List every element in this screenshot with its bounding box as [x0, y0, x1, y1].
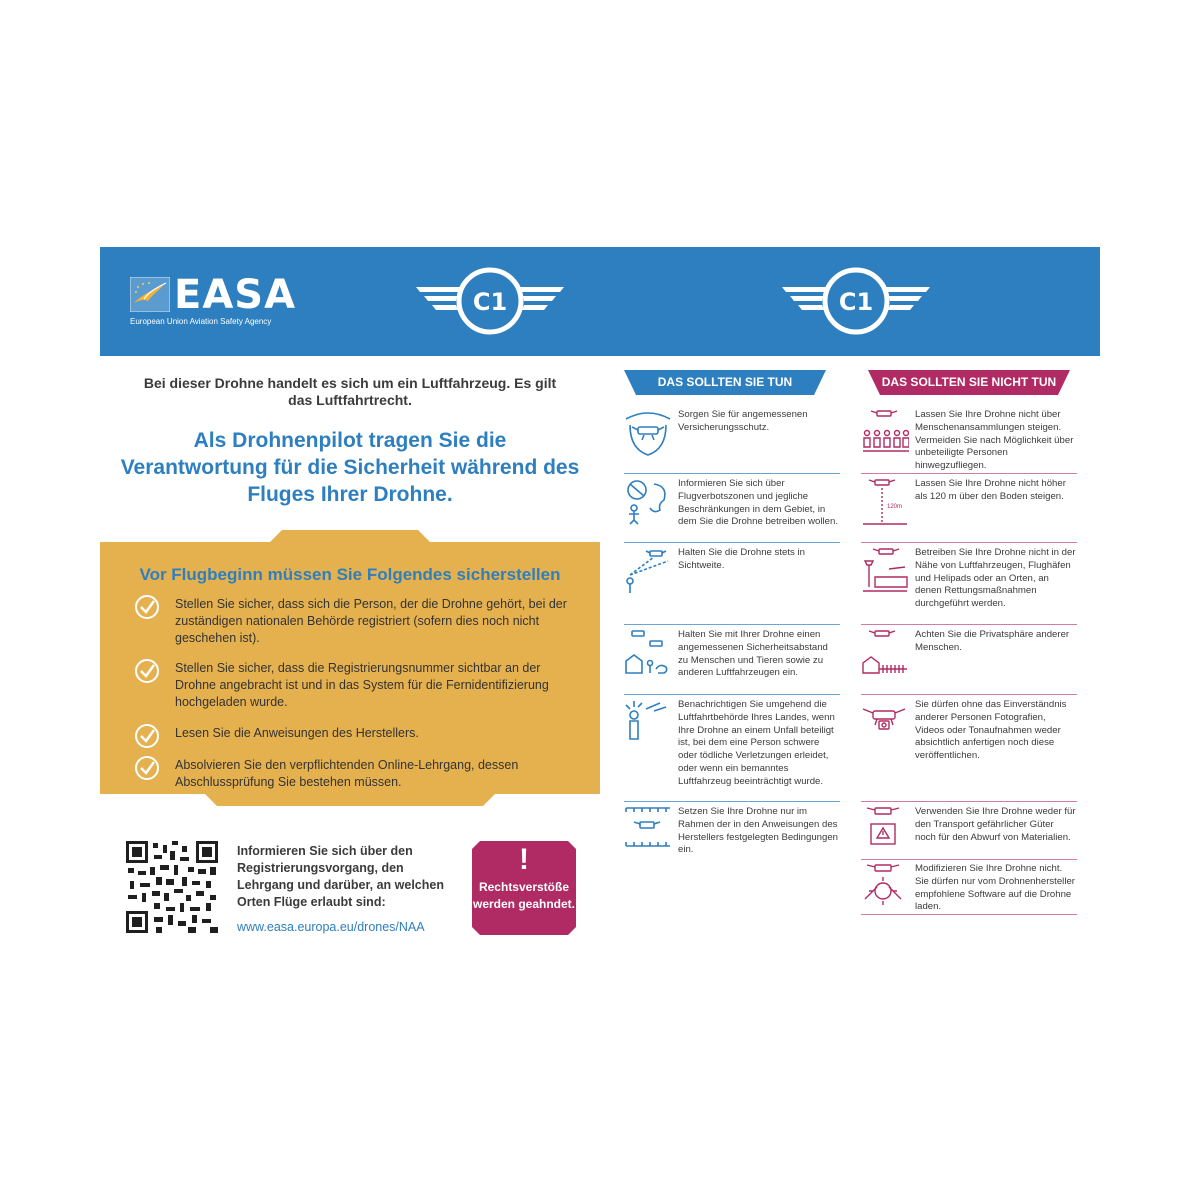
legal-warning-badge [472, 841, 576, 935]
dont-item-text: Lassen Sie Ihre Drohne nicht höher als 120 m über den Boden steigen. [915, 478, 1066, 502]
do-item-text: Sorgen Sie für angemessenen Versicherungsschutz. [678, 409, 808, 433]
line-of-sight-icon [624, 547, 672, 595]
requirement-text: Stellen Sie sicher, dass sich die Person, der die Drohne gehört, bei der zuständigen nationalen Behörde registriert (sofern dies noch nicht geschehen ist). [175, 597, 567, 645]
divider [861, 542, 1077, 543]
divider [624, 473, 840, 474]
divider [861, 859, 1077, 860]
crowd-icon [861, 409, 909, 457]
dont-column-title: DAS SOLLTEN SIE NICHT TUN [881, 375, 1057, 389]
divider [861, 624, 1077, 625]
dont-item-text: Modifizieren Sie Ihre Drohne nicht. Sie dürfen nur vom Drohnenhersteller empfohlene Software auf die Drohne laden. [915, 863, 1075, 913]
c1-badge-label: C1 [472, 288, 508, 316]
manufacturer-limits-icon [624, 806, 672, 854]
legal-warning-text: Rechtsverstöße werden geahndet. [472, 880, 576, 911]
modify-drone-icon [861, 863, 909, 911]
requirements-title: Vor Flugbeginn müssen Sie Folgendes sicherstellen [139, 565, 561, 584]
requirement-text: Stellen Sie sicher, dass die Registrierungsnummer sichtbar an der Drohne angebracht ist und in das System für die Fernidentifizierung hochgeladen wurde. [175, 661, 549, 709]
divider [624, 801, 840, 802]
c1-badge-label: C1 [838, 288, 874, 316]
altitude-limit-icon [861, 478, 909, 526]
insurance-drone-icon [624, 409, 672, 457]
checkmark-icon [134, 723, 160, 749]
easa-logo [130, 272, 300, 329]
do-column-title: DAS SOLLTEN SIE TUN [657, 375, 793, 389]
header-banner [100, 247, 1100, 356]
divider [624, 624, 840, 625]
preflight-requirements-panel [100, 530, 600, 810]
logo-wordmark: EASA [174, 272, 297, 318]
do-item-text: Informieren Sie sich über Flugverbotszonen und jegliche Beschränkungen in dem Gebiet, in dem Sie die Drohne betreiben wollen. [678, 478, 838, 528]
checkmark-icon [134, 658, 160, 684]
checkmark-icon [134, 594, 160, 620]
do-item-text: Setzen Sie Ihre Drohne nur im Rahmen der in den Anweisungen des Herstellers festgelegten Bedingungen ein. [678, 806, 839, 856]
camera-drone-icon [861, 699, 909, 747]
c1-class-badge [416, 267, 564, 335]
easa-bird-icon [130, 277, 170, 312]
requirement-text: Absolvieren Sie den verpflichtenden Online-Lehrgang, dessen Abschlussprüfung Sie bestehen müssen. [175, 758, 519, 789]
safe-distance-icon [624, 629, 672, 677]
requirement-text: Lesen Sie die Anweisungen des Herstellers. [175, 726, 419, 740]
do-item-text: Halten Sie die Drohne stets in Sichtweite. [678, 547, 805, 571]
altitude-label: 120m [887, 504, 903, 510]
privacy-house-icon [861, 629, 909, 677]
report-accident-icon [624, 699, 672, 747]
dont-item-text: Verwenden Sie Ihre Drohne weder für den Transport gefährlicher Güter noch für den Abwurf von Materialien. [915, 806, 1076, 843]
divider [861, 801, 1077, 802]
exclamation-icon: ! [519, 843, 529, 876]
divider [624, 694, 840, 695]
dont-item-text: Betreiben Sie Ihre Drohne nicht in der Nähe von Luftfahrzeugen, Flughäfen und Helipads oder an Orten, an denen Rettungsmaßnahmen durchgeführt werden. [915, 547, 1076, 610]
dont-item-text: Achten Sie die Privatsphäre anderer Menschen. [915, 629, 1070, 653]
no-fly-zone-icon [624, 478, 672, 526]
dont-item-text: Lassen Sie Ihre Drohne nicht über Menschenansammlungen steigen. Vermeiden Sie nach Möglichkeit über unbeteiligte Personen hinwegzufliegen. [915, 409, 1074, 472]
divider [861, 694, 1077, 695]
dont-column-header [868, 370, 1070, 395]
divider [861, 914, 1077, 915]
do-item-text: Benachrichtigen Sie umgehend die Luftfahrtbehörde Ihres Landes, wenn Ihre Drohne an einem Unfall beteiligt ist, bei dem eine Person schwere oder tödliche Verletzungen erleidet, oder wenn ein bemanntes Luftfahrzeug beeinträchtigt wurde. [678, 699, 835, 787]
safety-leaflet [100, 247, 1100, 947]
dont-item-text: Sie dürfen ohne das Einverständnis anderer Personen Fotografien, Videos oder Tonaufnahmen weder absichtlich anfertigen noch diese veröffentlichen. [915, 699, 1067, 762]
divider [861, 473, 1077, 474]
aircraft-notice: Bei dieser Drohne handelt es sich um ein Luftfahrzeug. Es gilt das Luftfahrtrecht. [143, 375, 557, 408]
qr-code[interactable] [126, 841, 218, 933]
divider [624, 542, 840, 543]
pilot-responsibility-headline: Als Drohnenpilot tragen Sie die Verantwortung für die Sicherheit während des Fluges Ihrer Drohne. [120, 429, 580, 506]
c1-class-badge [782, 267, 930, 335]
airport-icon [861, 547, 909, 595]
logo-subtitle: European Union Aviation Safety Agency [130, 317, 272, 326]
checkmark-icon [134, 755, 160, 781]
dangerous-goods-icon [861, 806, 909, 854]
do-column-header [624, 370, 826, 395]
registration-info: Informieren Sie sich über den Registrierungsvorgang, den Lehrgang und darüber, an welchen Orten Flüge erlaubt sind: [237, 844, 444, 909]
easa-naa-link[interactable]: www.easa.europa.eu/drones/NAA [237, 920, 425, 934]
do-item-text: Halten Sie mit Ihrer Drohne einen angemessenen Sicherheitsabstand zu Menschen und Tieren sowie zu anderen Luftfahrzeugen ein. [678, 629, 828, 679]
